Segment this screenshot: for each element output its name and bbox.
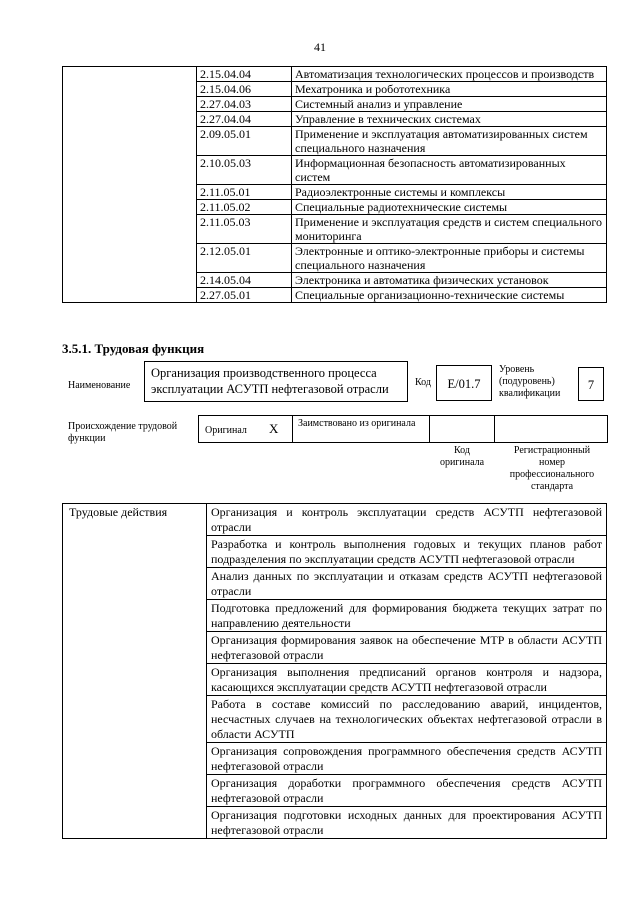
code-cell: 2.15.04.04: [197, 67, 292, 82]
empty-cell: [63, 67, 197, 303]
specialty-codes-table: [62, 66, 607, 303]
code-box: [436, 365, 492, 401]
code-label: Код: [415, 377, 431, 388]
origin-code-caption: Код оригинала: [439, 445, 485, 468]
code-cell: 2.11.05.02: [197, 200, 292, 215]
code-cell: 2.15.04.06: [197, 82, 292, 97]
specialty-name-cell: Системный анализ и управление: [292, 97, 607, 112]
original-label: Оригинал: [205, 425, 247, 436]
page-number: 41: [314, 40, 326, 54]
level-value: 7: [587, 378, 595, 392]
specialty-name-cell: Управление в технических системах: [292, 112, 607, 127]
labor-action-cell: Организация сопровождения программного обеспечения средств АСУТП нефтегазовой отрасли: [207, 743, 607, 775]
specialty-name-cell: Информационная безопасность автоматизированных систем: [292, 156, 607, 185]
level-box: [578, 367, 604, 401]
actions-table-body: [63, 504, 607, 839]
specialty-name-cell: Специальные организационно-технические системы: [292, 288, 607, 303]
actions-header-cell: Трудовые действия: [63, 504, 207, 839]
specialty-name-cell: Мехатроника и робототехника: [292, 82, 607, 97]
borrowed-label: Заимствовано из оригинала: [298, 418, 416, 429]
original-mark: X: [269, 421, 279, 436]
reg-number-caption: Регистрационный номер профессионального стандарта: [509, 445, 595, 492]
function-name-box: [144, 361, 408, 402]
borrowed-cell: [292, 415, 430, 443]
specialty-name-cell: Радиоэлектронные системы и комплексы: [292, 185, 607, 200]
labor-action-cell: Разработка и контроль выполнения годовых и текущих планов работ подразделения по эксплуатации средств АСУТП нефтегазовой отрасли: [207, 536, 607, 568]
code-cell: 2.09.05.01: [197, 127, 292, 156]
specialty-name-cell: Электроника и автоматика физических установок: [292, 273, 607, 288]
specialty-name-cell: Специальные радиотехнические системы: [292, 200, 607, 215]
labor-action-cell: Организация и контроль эксплуатации средств АСУТП нефтегазовой отрасли: [207, 504, 607, 536]
name-label: Наименование: [68, 380, 131, 391]
code-value: E/01.7: [447, 377, 481, 391]
function-name-value: Организация производственного процесса эксплуатации АСУТП нефтегазовой отрасли: [151, 366, 389, 396]
table-row: [63, 67, 607, 82]
level-label: Уровень (подуровень) квалификации: [499, 364, 561, 399]
specialty-name-cell: Электронные и оптико-электронные приборы и системы специального назначения: [292, 244, 607, 273]
origin-label: Происхождение трудовой функции: [68, 421, 178, 444]
specialty-name-cell: Автоматизация технологических процессов и производств: [292, 67, 607, 82]
table-row: [63, 504, 607, 536]
labor-action-cell: Подготовка предложений для формирования бюджета текущих затрат по направлению деятельности: [207, 600, 607, 632]
code-cell: 2.27.04.03: [197, 97, 292, 112]
reg-number-cell: [494, 415, 608, 443]
origin-code-cell: [429, 415, 495, 443]
code-cell: 2.11.05.03: [197, 215, 292, 244]
original-cell: [198, 415, 293, 443]
labor-action-cell: Организация доработки программного обеспечения средств АСУТП нефтегазовой отрасли: [207, 775, 607, 807]
labor-action-cell: Организация выполнения предписаний органов контроля и надзора, касающихся эксплуатации средств АСУТП нефтегазовой отрасли: [207, 664, 607, 696]
origin-grid: [198, 415, 608, 443]
labor-action-cell: Организация подготовки исходных данных для проектирования АСУТП нефтегазовой отрасли: [207, 807, 607, 839]
labor-action-cell: Анализ данных по эксплуатации и отказам средств АСУТП нефтегазовой отрасли: [207, 568, 607, 600]
code-cell: 2.12.05.01: [197, 244, 292, 273]
specialty-name-cell: Применение и эксплуатация средств и систем специального мониторинга: [292, 215, 607, 244]
codes-table-body: [63, 67, 607, 303]
section-title: 3.5.1. Трудовая функция: [62, 341, 205, 356]
labor-action-cell: Работа в составе комиссий по расследованию аварий, инцидентов, несчастных случаев на технологических объектах нефтегазовой отрасли в области АСУТП: [207, 696, 607, 743]
code-cell: 2.14.05.04: [197, 273, 292, 288]
labor-actions-table: [62, 503, 607, 839]
code-cell: 2.11.05.01: [197, 185, 292, 200]
code-cell: 2.27.04.04: [197, 112, 292, 127]
code-cell: 2.27.05.01: [197, 288, 292, 303]
code-cell: 2.10.05.03: [197, 156, 292, 185]
labor-action-cell: Организация формирования заявок на обеспечение МТР в области АСУТП нефтегазовой отрасли: [207, 632, 607, 664]
specialty-name-cell: Применение и эксплуатация автоматизированных систем специального назначения: [292, 127, 607, 156]
